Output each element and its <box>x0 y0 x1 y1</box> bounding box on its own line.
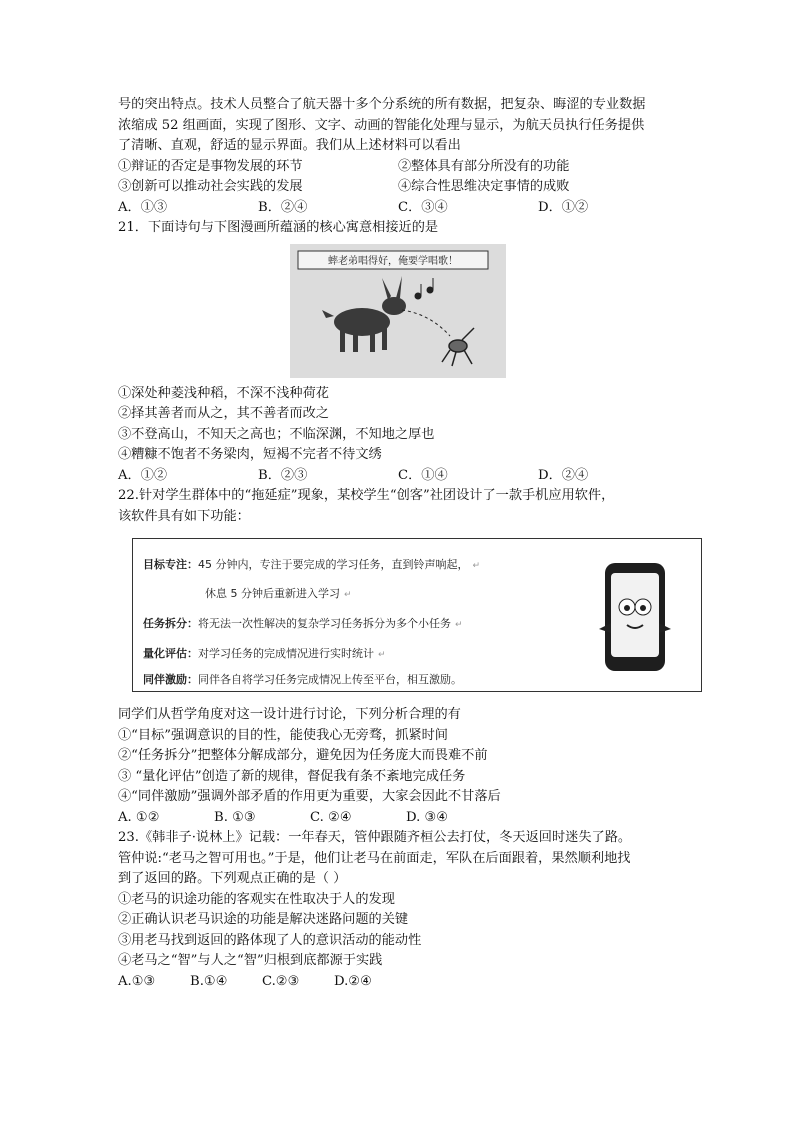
feature-goal-focus: 目标专注：45 分钟内，专注于要完成的学习任务，直到铃声响起， ↵ <box>143 558 481 571</box>
q22-app-feature-box <box>132 538 702 692</box>
q22-statement-1: ①“目标”强调意识的目的性，能使我心无旁骛，抓紧时间 <box>118 727 448 743</box>
q20-options <box>118 198 688 219</box>
q21-stem: 21．下面诗句与下图漫画所蕴涵的核心寓意相接近的是 <box>118 220 439 235</box>
q23-options <box>118 972 688 993</box>
q20-stem <box>118 95 688 157</box>
q21-option-c: C．①④ <box>398 467 448 483</box>
q20-stem-line: 浓缩成 52 组画面，实现了图形、文字、动画的智能化处理与显示，为航天员执行任务提供 <box>118 117 645 133</box>
q23-stem-line: 管仲说:“老马之智可用也。”于是，他们让老马在前面走，军队在后面跟着，果然顺利地找 <box>118 850 631 866</box>
q20-option-b: B．②④ <box>258 199 308 215</box>
q23-statement-1: ①老马的识途功能的客观实在性取决于人的发现 <box>118 891 395 907</box>
q22-option-b: B. ①③ <box>214 809 256 825</box>
cricket-icon <box>442 328 474 366</box>
q21-options <box>118 466 688 487</box>
q22-statement-2: ②“任务拆分”把整体分解成部分，避免因为任务庞大而畏难不前 <box>118 748 488 763</box>
feature-task-split: 任务拆分：将无法一次性解决的复杂学习任务拆分为多个小任务 ↵ <box>143 617 463 630</box>
q22-prompt: 同学们从哲学角度对这一设计进行讨论，下列分析合理的有 <box>118 707 461 722</box>
q20-statements-row2 <box>118 177 688 198</box>
q20-option-c: C．③④ <box>398 199 448 215</box>
sound-line <box>402 310 450 336</box>
q21-statement-4: ④糟糠不饱者不务梁肉，短褐不完者不待文绣 <box>118 447 382 462</box>
feature-quant-eval: 量化评估：对学习任务的完成情况进行实时统计 ↵ <box>143 647 386 660</box>
q23-statement-4: ④老马之“智”与人之“智”归根到底都源于实践 <box>118 953 383 968</box>
q23-option-d: D.②④ <box>334 973 372 989</box>
q20-stem-line: 号的突出特点。技术人员整合了航天器十多个分系统的所有数据，把复杂、晦涩的专业数据 <box>118 97 646 112</box>
q23-option-a: A.①③ <box>118 973 156 989</box>
q23-stem-line: 到了返回的路。下列观点正确的是（ ） <box>118 871 347 886</box>
q21-option-b: B．②③ <box>258 467 308 483</box>
q22-option-a: A. ①② <box>118 809 160 825</box>
q23-stem-line: 23.《韩非子·说林上》记载：一年春天，管仲跟随齐桓公去打仗，冬天返回时迷失了路。 <box>118 830 632 845</box>
q22-statement-3: ③ “量化评估”创造了新的规律，督促我有条不紊地完成任务 <box>118 768 466 784</box>
q21-option-a: A．①② <box>118 467 168 483</box>
q21-cartoon-caption: 蟀老弟唱得好，俺要学唱歌！ <box>328 255 458 267</box>
q20-statement-4: ④综合性思维决定事情的成败 <box>398 179 570 194</box>
q22-option-d: D. ③④ <box>406 809 449 825</box>
q20-statement-1: ①辩证的否定是事物发展的环节 <box>118 158 303 174</box>
music-note-icon <box>415 278 433 299</box>
exam-page <box>118 95 688 992</box>
donkey-icon <box>322 276 406 352</box>
q20-stem-line: 了清晰、直观，舒适的显示界面。我们从上述材料可以看出 <box>118 138 461 153</box>
q23-statement-2: ②正确认识老马识途的功能是解决迷路问题的关键 <box>118 912 409 927</box>
q22-options <box>118 808 688 829</box>
q21-option-d: D．②④ <box>538 467 589 483</box>
q22-stem-line: 该软件具有如下功能： <box>118 508 250 524</box>
q22-statement-4: ④“同伴激励”强调外部矛盾的作用更为重要，大家会因此不甘落后 <box>118 789 501 804</box>
q23-option-b: B.①④ <box>190 973 228 989</box>
q20-statement-2: ②整体具有部分所没有的功能 <box>398 158 570 174</box>
smartphone-icon <box>593 559 677 685</box>
q21-statement-2: ②择其善者而从之，其不善者而改之 <box>118 406 329 421</box>
q21-cartoon <box>290 244 506 378</box>
q23-statement-3: ③用老马找到返回的路体现了人的意识活动的能动性 <box>118 932 422 948</box>
feature-goal-focus-cont: 休息 5 分钟后重新进入学习 ↵ <box>205 587 352 600</box>
q22-stem-line: 22.针对学生群体中的“拖延症”现象，某校学生“创客”社团设计了一款手机应用软件， <box>118 488 615 503</box>
q20-option-a: A．①③ <box>118 199 168 215</box>
q21-statement-1: ①深处种菱浅种稻，不深不浅种荷花 <box>118 385 329 401</box>
q20-statements-row1 <box>118 157 688 178</box>
q21-statement-3: ③不登高山，不知天之高也；不临深渊，不知地之厚也 <box>118 426 435 442</box>
q20-statement-3: ③创新可以推动社会实践的发展 <box>118 179 303 194</box>
q23-option-c: C.②③ <box>262 973 300 989</box>
q20-option-d: D．①② <box>538 199 589 215</box>
q22-option-c: C. ②④ <box>310 809 352 825</box>
feature-peer-motivation: 同伴激励：同伴各自将学习任务完成情况上传至平台，相互激励。 <box>143 673 462 686</box>
